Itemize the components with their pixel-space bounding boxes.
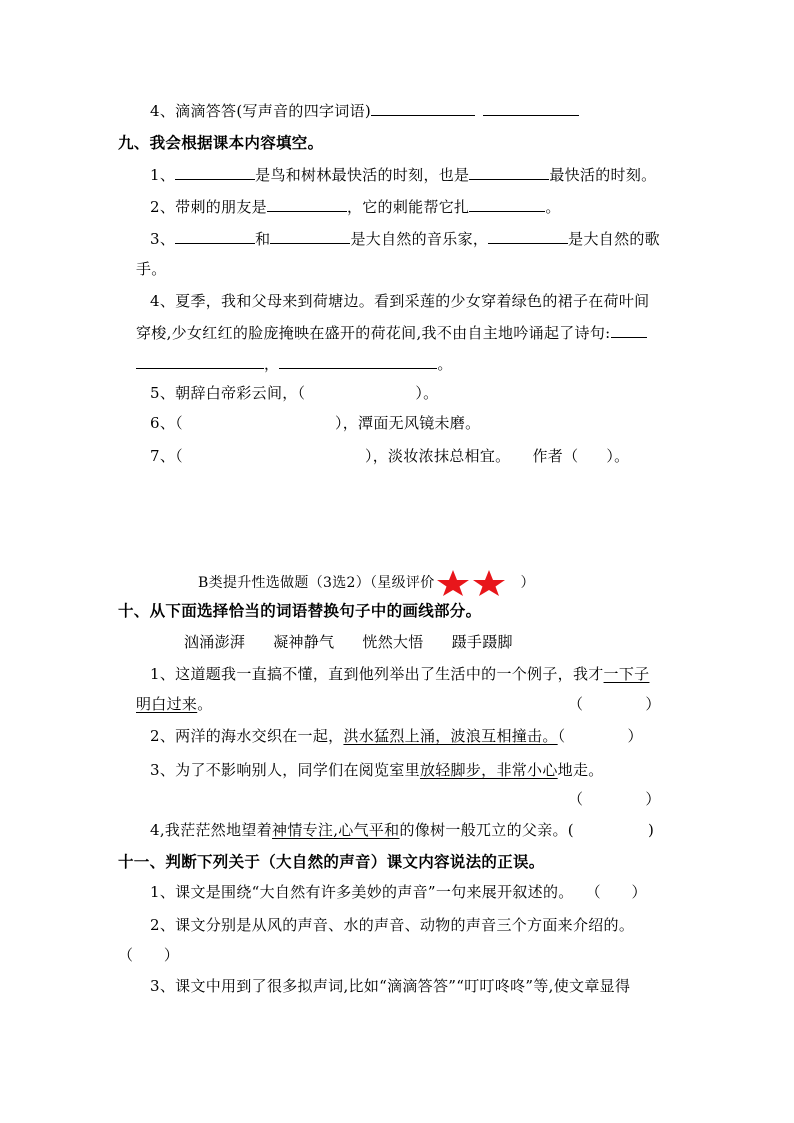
word-option: 蹑手蹑脚 — [451, 633, 513, 651]
blank[interactable] — [270, 229, 350, 244]
star-icon — [435, 569, 471, 597]
word-option: 凝神静气 — [273, 633, 335, 651]
section-9-heading: 九、我会根据课本内容填空。 — [118, 134, 324, 152]
sec9-q3-cont: 手。 — [136, 260, 167, 278]
sec10-q1-paren[interactable]: （ ） — [568, 695, 661, 713]
section-10-heading: 十、从下面选择恰当的词语替换句子中的画线部分。 — [118, 602, 482, 620]
sec9-q4-line3: ， 。 — [136, 354, 453, 374]
sec9-q1: 1、 是鸟和树林最快活的时刻，也是 最快活的时刻。 — [150, 166, 657, 184]
blank[interactable] — [469, 197, 545, 212]
sec10-q1: 1、这道题我一直搞不懂，直到他列举出了生活中的一个例子，我才一下子 — [150, 665, 650, 683]
sec9-q4-line1: 4、夏季，我和父母来到荷塘边。看到采莲的少女穿着绿色的裙子在荷叶间 — [150, 292, 650, 310]
blank[interactable] — [267, 197, 347, 212]
sec10-q1-cont: 明白过来。 — [136, 695, 213, 713]
sec9-q4-line2: 穿梭,少女红红的脸庞掩映在盛开的荷花间,我不由自主地吟诵起了诗句: — [136, 323, 647, 343]
blank[interactable] — [488, 229, 568, 244]
blank[interactable] — [483, 101, 579, 116]
blank[interactable] — [175, 165, 255, 180]
star-icon — [471, 569, 507, 597]
blank[interactable] — [279, 354, 437, 369]
sec10-q3: 3、为了不影响别人，同学们在阅览室里放轻脚步，非常小心地走。 — [150, 761, 604, 779]
section-11-heading: 十一、判断下列关于（大自然的声音）课文内容说法的正误。 — [118, 853, 545, 871]
sec10-q3-paren[interactable]: （ ） — [568, 790, 661, 808]
sec8-q4: 4、滴滴答答(写声音的四字词语) — [150, 101, 579, 121]
sec9-q3: 3、 和 是大自然的音乐家， 是大自然的歌 — [150, 230, 660, 248]
sec11-q2: 2、课文分别是从风的声音、水的声音、动物的声音三个方面来介绍的。 — [150, 916, 635, 934]
word-option: 汹涌澎湃 — [184, 633, 246, 651]
sec9-q6: 6、（ ），潭面无风镜未磨。 — [150, 414, 481, 432]
sec9-q2: 2、带刺的朋友是 ，它的刺能帮它扎 。 — [150, 198, 561, 216]
blank[interactable] — [136, 354, 264, 369]
sec10-q2: 2、两洋的海水交织在一起，洪水猛烈上涌，波浪互相撞击。（ ） — [150, 727, 643, 745]
sec10-q4: 4,我茫茫然地望着神情专注,心气平和的像树一般兀立的父亲。( ) — [150, 821, 655, 839]
word-option: 恍然大悟 — [362, 633, 424, 651]
blank[interactable] — [175, 229, 255, 244]
sec9-q7: 7、（ ），淡妆浓抹总相宜。 作者（ ）。 — [150, 447, 630, 465]
blank[interactable] — [371, 101, 475, 116]
sec9-q5: 5、朝辞白帝彩云间，（ ）。 — [150, 384, 439, 402]
sec11-q1: 1、课文是围绕“大自然有许多美妙的声音”一句来展开叙述的。 （ ） — [150, 883, 647, 901]
word-bank — [184, 632, 541, 652]
section-b-title: B类提升性选做题（3选2）（星级评价 ） — [198, 569, 535, 597]
blank[interactable] — [611, 323, 647, 338]
sec11-q2-paren[interactable]: （ ） — [118, 946, 180, 964]
sec11-q3: 3、课文中用到了很多拟声词,比如“滴滴答答”“叮叮咚咚”等,使文章显得 — [150, 977, 631, 995]
blank[interactable] — [469, 165, 549, 180]
